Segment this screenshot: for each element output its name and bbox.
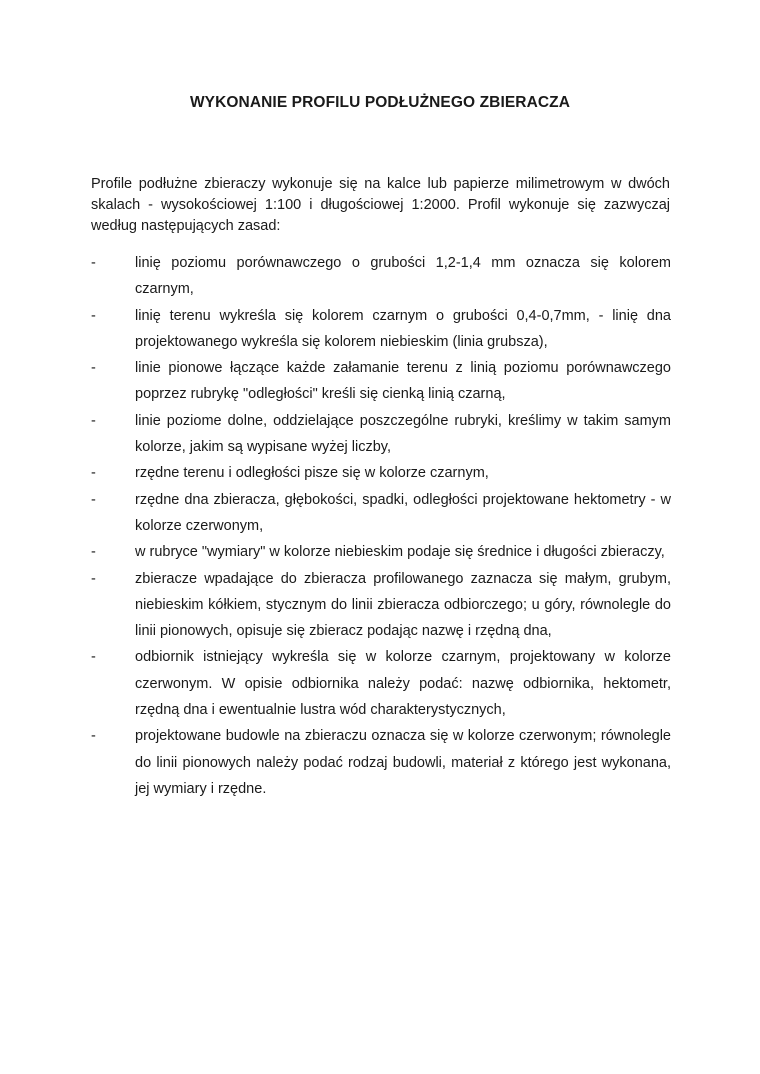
bullet-dash: -	[91, 360, 96, 377]
rules-list	[91, 250, 671, 802]
list-item	[91, 487, 671, 540]
list-item-text: linie pionowe łączące każde załamanie terenu z linią poziomu porównawczego poprzez rubrykę "odległości" kreśli się cienką linią czarną,	[135, 360, 671, 403]
list-item-text: odbiornik istniejący wykreśla się w kolorze czarnym, projektowany w kolorze czerwonym. W opisie odbiornika należy podać: nazwę odbiornika, hektometr, rzędną dna i ewentualnie lustra wód charakterystycznych,	[135, 649, 671, 719]
bullet-dash: -	[91, 544, 96, 561]
bullet-dash: -	[91, 491, 96, 508]
list-item-text: projektowane budowle na zbieraczu oznacza się w kolorze czerwonym; równolegle do linii pionowych należy podać rodzaj budowli, materiał z którego jest wykonana, jej wymiary i rzędne.	[135, 728, 671, 797]
list-item	[91, 355, 671, 408]
bullet-dash: -	[91, 570, 96, 587]
bullet-dash: -	[91, 307, 96, 324]
list-item	[91, 303, 671, 356]
list-item-text: linię poziomu porównawczego o grubości 1,2-1,4 mm oznacza się kolorem czarnym,	[135, 255, 671, 298]
list-item-text: linie poziome dolne, oddzielające poszczególne rubryki, kreślimy w takim samym kolorze, jakim są wypisane wyżej liczby,	[135, 412, 671, 456]
list-item-text: rzędne terenu i odległości pisze się w kolorze czarnym,	[135, 465, 489, 482]
list-item-text: w rubryce "wymiary" w kolorze niebieskim podaje się średnice i długości zbieraczy,	[135, 544, 665, 561]
list-item	[91, 408, 671, 461]
intro-paragraph: Profile podłużne zbieraczy wykonuje się na kalce lub papierze milimetrowym w dwóch skalach - wysokościowej 1:100 i długościowej 1:2000. Profil wykonuje się zazwyczaj według następujących zasad:	[91, 175, 670, 234]
bullet-dash: -	[91, 255, 96, 271]
list-item	[91, 644, 671, 723]
list-item-text: zbieracze wpadające do zbieracza profilowanego zaznacza się małym, grubym, niebieskim kółkiem, stycznym do linii zbieracza odbiorczego; u góry, równolegle do linii pionowych, opisuje się zbieracz podając nazwę i rzędną dna,	[135, 570, 671, 640]
bullet-dash: -	[91, 728, 96, 745]
list-item	[91, 723, 671, 802]
bullet-dash: -	[91, 649, 96, 666]
list-item-text: rzędne dna zbieracza, głębokości, spadki, odległości projektowane hektometry - w kolorze czerwonym,	[135, 491, 671, 534]
page-title: WYKONANIE PROFILU PODŁUŻNEGO ZBIERACZA	[189, 94, 571, 111]
list-item	[91, 460, 671, 486]
list-item	[91, 250, 671, 303]
list-item-text: linię terenu wykreśla się kolorem czarnym o grubości 0,4-0,7mm, - linię dna projektowanego wykreśla się kolorem niebieskim (linia grubsza),	[135, 307, 671, 350]
bullet-dash: -	[91, 412, 96, 429]
list-item	[91, 539, 671, 565]
list-item	[91, 566, 671, 645]
bullet-dash: -	[91, 465, 96, 482]
